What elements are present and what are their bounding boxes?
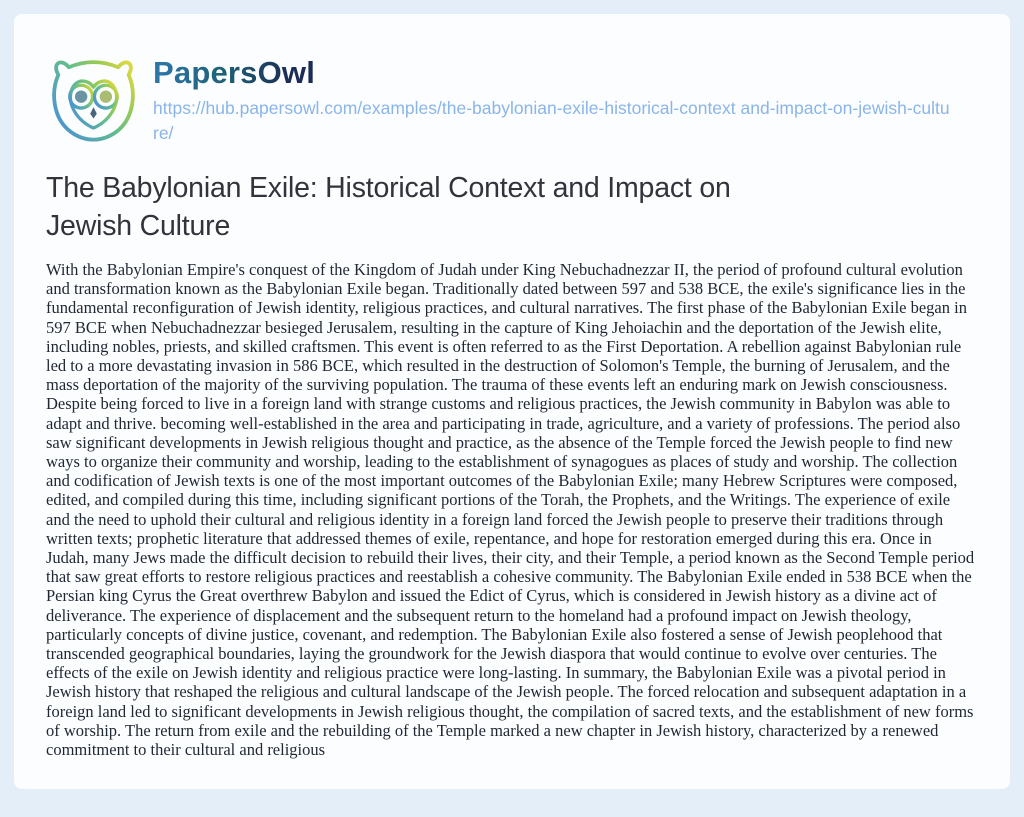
article-title: The Babylonian Exile: Historical Context and Impact on Jewish Culture (46, 172, 731, 242)
page-background (0, 14, 1024, 789)
document-card (14, 14, 1010, 789)
header-text (153, 52, 953, 146)
source-url-link[interactable]: https://hub.papersowl.com/examples/the-babylonian-exile-historical-context and-impact-on-jewish-culture/ (153, 97, 950, 143)
brand-name: PapersOwl (153, 54, 315, 93)
papersowl-logo-icon (46, 52, 141, 147)
header (46, 52, 978, 147)
article-body: With the Babylonian Empire's conquest of the Kingdom of Judah under King Nebuchadnezzar II, the period of profound cultural evolution and transformation known as the Babylonian Exile began. Traditionally dated between 597 and 538 BCE, the exile's significance lies in the fundamental reconfiguration of Jewish identity, religious practices, and cultural narratives. The first phase of the Babylonian Exile began in 597 BCE when Nebuchadnezzar besieged Jerusalem, resulting in the capture of King Jehoiachin and the deportation of the Jewish elite, including nobles, priests, and skilled craftsmen. This event is often referred to as the First Deportation. A rebellion against Babylonian rule led to a more devastating invasion in 586 BCE, which resulted in the destruction of Solomon's Temple, the burning of Jerusalem, and the mass deportation of the majority of the surviving population. The trauma of these events left an enduring mark on Jewish consciousness. Despite being forced to live in a foreign land with strange customs and religious practices, the Jewish community in Babylon was able to adapt and thrive. becoming well-established in the area and participating in trade, agriculture, and a variety of professions. The period also saw significant developments in Jewish religious thought and practice, as the absence of the Temple forced the Jewish people to find new ways to organize their community and worship, leading to the establishment of synagogues as places of study and worship. The collection and codification of Jewish texts is one of the most important outcomes of the Babylonian Exile; many Hebrew Scriptures were composed, edited, and compiled during this time, including significant portions of the Torah, the Prophets, and the Writings. The experience of exile and the need to uphold their cultural and religious identity in a foreign land forced the Jewish people to preserve their traditions through written texts; prophetic literature that addressed themes of exile, repentance, and hope for restoration emerged during this era. Once in Judah, many Jews made the difficult decision to rebuild their lives, their city, and their Temple, a period known as the Second Temple period that saw great efforts to restore religious practices and reestablish a cohesive community. The Babylonian Exile ended in 538 BCE when the Persian king Cyrus the Great overthrew Babylon and issued the Edict of Cyrus, which is considered in Jewish history as a divine act of deliverance. The experience of displacement and the subsequent return to the homeland had a profound impact on Jewish theology, particularly concepts of divine justice, covenant, and redemption. The Babylonian Exile also fostered a sense of Jewish peoplehood that transcended geographical boundaries, laying the groundwork for the Jewish diaspora that would continue to evolve over centuries. The effects of the exile on Jewish identity and religious practice were long-lasting. In summary, the Babylonian Exile was a pivotal period in Jewish history that reshaped the religious and cultural landscape of the Jewish people. The forced relocation and subsequent adaptation in a foreign land led to significant developments in Jewish religious thought, the compilation of sacred texts, and the establishment of new forms of worship. The return from exile and the rebuilding of the Temple marked a new chapter in Jewish history, characterized by a renewed commitment to their cultural and religious (46, 260, 975, 760)
